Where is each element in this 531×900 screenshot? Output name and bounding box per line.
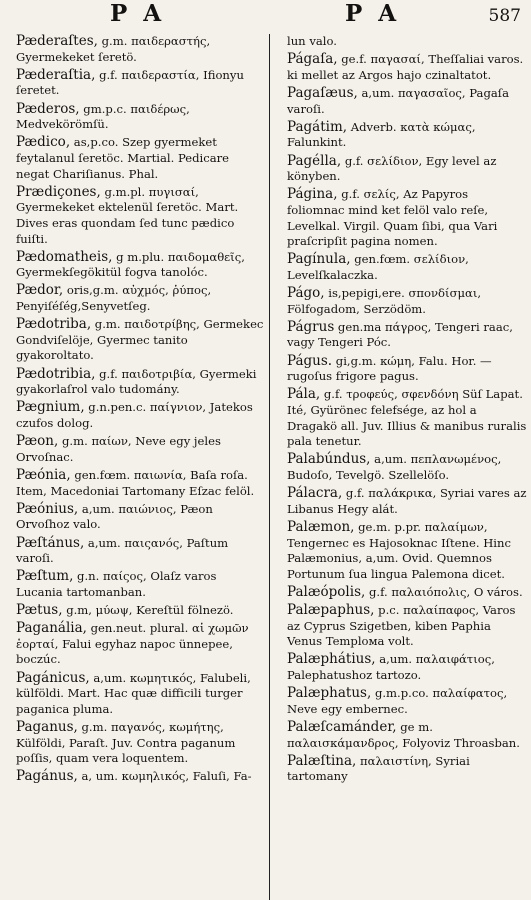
entry-headword: Pædor, bbox=[16, 282, 64, 299]
entry-headword: Pædotribia, bbox=[16, 365, 96, 382]
dictionary-entry bbox=[275, 585, 527, 601]
entry-headword: Pætus, bbox=[16, 602, 63, 619]
entry-definition: a,um. παιώνιος, Pæon Orvoſhoz valo. bbox=[16, 501, 213, 532]
entry-headword: Palæphatus, bbox=[287, 685, 372, 702]
entry-definition: lun valo. bbox=[287, 34, 337, 48]
entry-definition: g.m.pl. πυγισαί, Gyermekeket ektelenül ſeretöc. Mart. Dives eras quondam ſed tunc pædico fuiſti. bbox=[16, 184, 239, 246]
dictionary-entry bbox=[4, 769, 266, 785]
dictionary-entry bbox=[275, 686, 527, 717]
entry-definition: gen.ma πάγρος, Tengeri raac, vagy Tengeri Póc. bbox=[287, 319, 513, 350]
entry-headword: Prædiçones, bbox=[16, 183, 101, 200]
entry-headword: Pálacra, bbox=[287, 485, 343, 502]
entry-headword: Palæópolis, bbox=[287, 583, 366, 600]
entry-headword: Pæderaſtes, bbox=[16, 34, 98, 49]
entry-definition: as,p.co. Szep gyermeket feytalanul ſeretöc. Martial. Pedicare negat Chariſianus. Phal. bbox=[16, 135, 230, 181]
entry-headword: Pagínula, bbox=[287, 251, 351, 268]
entry-headword: Pæon, bbox=[16, 433, 59, 450]
entry-definition: g.f. παλαιόπολις, O város. bbox=[365, 584, 523, 599]
entry-headword: Pædotriba, bbox=[16, 316, 92, 333]
dictionary-entry bbox=[4, 367, 266, 398]
entry-definition: g.n.pen.c. παίγνιον, Jatekos czufos dolog. bbox=[16, 400, 253, 430]
dictionary-entry bbox=[4, 671, 266, 718]
entry-definition: a,um. παλαιφάτιος, Palephatushoz tartozo. bbox=[287, 652, 495, 683]
entry-definition: gen.fœm. παιωνία, Baſa roſa. Item, Macedoniai Tartomany Eſzac felöl. bbox=[16, 467, 255, 498]
entry-headword: Pæónia, bbox=[16, 466, 71, 483]
entry-definition: ge m. παλαισκάμανδρος, Folyoviz Throasban. bbox=[287, 720, 520, 750]
entry-headword: Págus. bbox=[287, 352, 333, 369]
page-number: 587 bbox=[488, 6, 521, 26]
entry-definition: ge.f. παγασαί, Theſſaliai varos. ki mellet az Argos hajo czinaltatot. bbox=[287, 52, 524, 82]
dictionary-entry bbox=[275, 34, 527, 50]
column-divider bbox=[269, 34, 270, 900]
entry-headword: Palæmon, bbox=[287, 518, 355, 535]
entry-headword: Pagaſæus, bbox=[287, 84, 358, 101]
entry-definition: gi,g.m. κώμη, Falu. Hor. — rugoſus frigore pagus. bbox=[287, 353, 492, 384]
dictionary-entry bbox=[275, 320, 527, 351]
entry-definition: gm.p.c. παιδέρως, Medvekörömſü. bbox=[16, 101, 190, 132]
entry-definition: g.f. σελίς, Az Papyros foliomnac mind ket felöl valo reſe, Levelkal. Virgil. Quam ſibi, qua Vari praſcripſit pagina nomen. bbox=[287, 187, 498, 249]
entry-definition: g.m. παιδοτρίβης, Germekec Gondviſelöje, Gyermec tanito gyakoroltato. bbox=[16, 317, 264, 363]
entry-headword: Pagánus, bbox=[16, 768, 78, 785]
entry-headword: Paganália, bbox=[16, 620, 87, 637]
entry-definition: g.f. παιδοτριβία, Gyermeki gyakorlaſrol valo tudomány. bbox=[16, 366, 257, 397]
right-column bbox=[275, 34, 527, 900]
dictionary-entry bbox=[4, 400, 266, 431]
dictionary-entry bbox=[4, 102, 266, 133]
entry-definition: g.n. παίςος, Olaſz varos Lucania tartomanban. bbox=[16, 569, 217, 599]
entry-headword: Palæſcamánder, bbox=[287, 719, 397, 736]
dictionary-entry bbox=[4, 536, 266, 567]
entry-definition: g.f. παιδεραστία, Ifionyu ſeretet. bbox=[16, 67, 244, 98]
entry-definition: a,um. πεπλανωμένος, Budoſo, Tevelgö. Szellelöſo. bbox=[287, 452, 502, 482]
entry-headword: Página, bbox=[287, 186, 338, 203]
entry-definition: g.f. σελίδιον, Egy level az könyben. bbox=[287, 153, 497, 184]
entry-headword: Págrus bbox=[287, 318, 335, 335]
dictionary-entry bbox=[275, 603, 527, 650]
entry-definition: is,pepigi,ere. σπονδίσμαι, Fölfogadom, Serzödöm. bbox=[287, 286, 482, 316]
entry-definition: g.f. τροφεύς, σφενδόνη Süſ Lapat. Ité, Gyürönec felefsége, az hol a Dragakö all. Juv. Illius & manibus ruralis pala tenetur. bbox=[287, 387, 527, 449]
dictionary-entry bbox=[275, 387, 527, 449]
entry-headword: Palæſtina, bbox=[287, 752, 357, 769]
entry-headword: Pagátim, bbox=[287, 118, 348, 135]
entry-headword: Pædomatheis, bbox=[16, 248, 113, 265]
dictionary-entry bbox=[4, 283, 266, 314]
entry-headword: Pæſtum, bbox=[16, 568, 74, 585]
entry-headword: Pægnium, bbox=[16, 399, 85, 416]
entry-headword: Pæſtánus, bbox=[16, 534, 85, 551]
entry-definition: g.f. παλάκρικα, Syriai vares az Libanus Hegy alát. bbox=[287, 486, 527, 516]
left-column bbox=[4, 34, 266, 900]
entry-headword: Paganus, bbox=[16, 719, 78, 736]
dictionary-entry bbox=[4, 468, 266, 499]
entry-headword: Pæderaſtia, bbox=[16, 66, 96, 83]
entry-headword: Pædico, bbox=[16, 134, 71, 151]
dictionary-entry bbox=[275, 354, 527, 385]
entry-headword: Pála, bbox=[287, 386, 321, 403]
entry-headword: Pæónius, bbox=[16, 500, 79, 517]
entry-definition: g.m, μύωψ, Kereſtül fölnezö. bbox=[62, 603, 234, 618]
entry-definition: a,um. παιςανός, Paſtum varoſi. bbox=[16, 535, 229, 566]
dictionary-entry bbox=[4, 434, 266, 465]
dictionary-entry bbox=[4, 502, 266, 533]
entry-headword: Pagélla, bbox=[287, 152, 342, 169]
dictionary-entry bbox=[275, 452, 527, 483]
entry-definition: g.m. παγανός, κωμήτης, Külföldi, Paraſt. Juv. Contra paganum poſſis, quam vera loquentem. bbox=[16, 720, 236, 766]
entry-headword: Palæpaphus, bbox=[287, 602, 375, 619]
entry-definition: oris,g.m. αὐχμός, ῥύπος, Penyiſéſég,Senyvetſeg. bbox=[16, 283, 212, 314]
dictionary-entry bbox=[275, 286, 527, 317]
dictionary-entry bbox=[275, 120, 527, 151]
entry-definition: gen.neut. plural. αἱ χωμῶν ἑορταί, Falui egyhaz napoc ünnepee, boczúc. bbox=[16, 621, 249, 667]
dictionary-entry bbox=[275, 86, 527, 117]
entry-headword: Pagánicus, bbox=[16, 669, 90, 686]
left-running-head: P A bbox=[110, 0, 166, 27]
entry-headword: Palæphátius, bbox=[287, 651, 376, 668]
entry-definition: a,um. κωμητικός, Falubeli, külföldi. Mart. Hac quæ difficili turger paganica pluma. bbox=[16, 670, 251, 716]
entry-definition: p.c. παλαίπαφος, Varos az Cyprus Szigetben, kiben Paphia Venus Templома volt. bbox=[287, 603, 516, 649]
dictionary-entry bbox=[4, 720, 266, 767]
entry-definition: ge.m. p.pr. παλαίμων, Tengernec es Hajosoknac Iſtene. Hinc Palæmonius, a,um. Ovid. Quemnos Portunum ſua lingua Palemona dicet. bbox=[287, 519, 511, 581]
entry-headword: Pæderos, bbox=[16, 100, 80, 117]
entry-definition: παλαιστίνη, Syriai tartomany bbox=[287, 753, 470, 784]
dictionary-entry bbox=[4, 135, 266, 182]
right-running-head: P A bbox=[345, 0, 401, 27]
dictionary-entry bbox=[275, 52, 527, 83]
entry-headword: Págaſa, bbox=[287, 51, 338, 68]
entry-definition: g m.plu. παιδομαθεῖς, Gyermekſegökitül fogva tanolóc. bbox=[16, 249, 245, 280]
dictionary-entry bbox=[275, 154, 527, 185]
dictionary-entry bbox=[275, 720, 527, 751]
dictionary-entry bbox=[4, 621, 266, 668]
dictionary-entry bbox=[4, 317, 266, 364]
entry-definition: g.m.p.co. παλαίφατος, Neve egy embernec. bbox=[287, 686, 508, 716]
dictionary-entry bbox=[4, 603, 266, 619]
dictionary-entry bbox=[4, 68, 266, 99]
dictionary-entry bbox=[275, 754, 527, 785]
page-header bbox=[0, 0, 531, 36]
dictionary-entry bbox=[275, 486, 527, 517]
dictionary-entry bbox=[4, 34, 266, 65]
dictionary-entry bbox=[4, 185, 266, 247]
dictionary-entry bbox=[275, 520, 527, 582]
entry-definition: a,um. παγασαῖος, Pagaſa varoſi. bbox=[287, 85, 510, 116]
dictionary-entry bbox=[275, 252, 527, 283]
entry-definition: Adverb. κατὰ κώμας, Falunkint. bbox=[287, 119, 476, 150]
dictionary-entry bbox=[275, 652, 527, 683]
entry-definition: g.m. παιδεραστής, Gyermekeket ſeretö. bbox=[16, 34, 211, 64]
entry-headword: Págo, bbox=[287, 285, 325, 302]
entry-definition: a, um. κωμηλικός, Faluſi, Fa- bbox=[77, 769, 252, 784]
entry-definition: g.m. παίων, Neve egy jeles Orvoſnac. bbox=[16, 434, 221, 464]
entry-definition: gen.fœm. σελίδιον, Levelſkalaczka. bbox=[287, 252, 469, 282]
entry-headword: Palabúndus, bbox=[287, 451, 371, 468]
dictionary-entry bbox=[275, 187, 527, 249]
dictionary-entry bbox=[4, 569, 266, 600]
dictionary-entry bbox=[4, 250, 266, 281]
